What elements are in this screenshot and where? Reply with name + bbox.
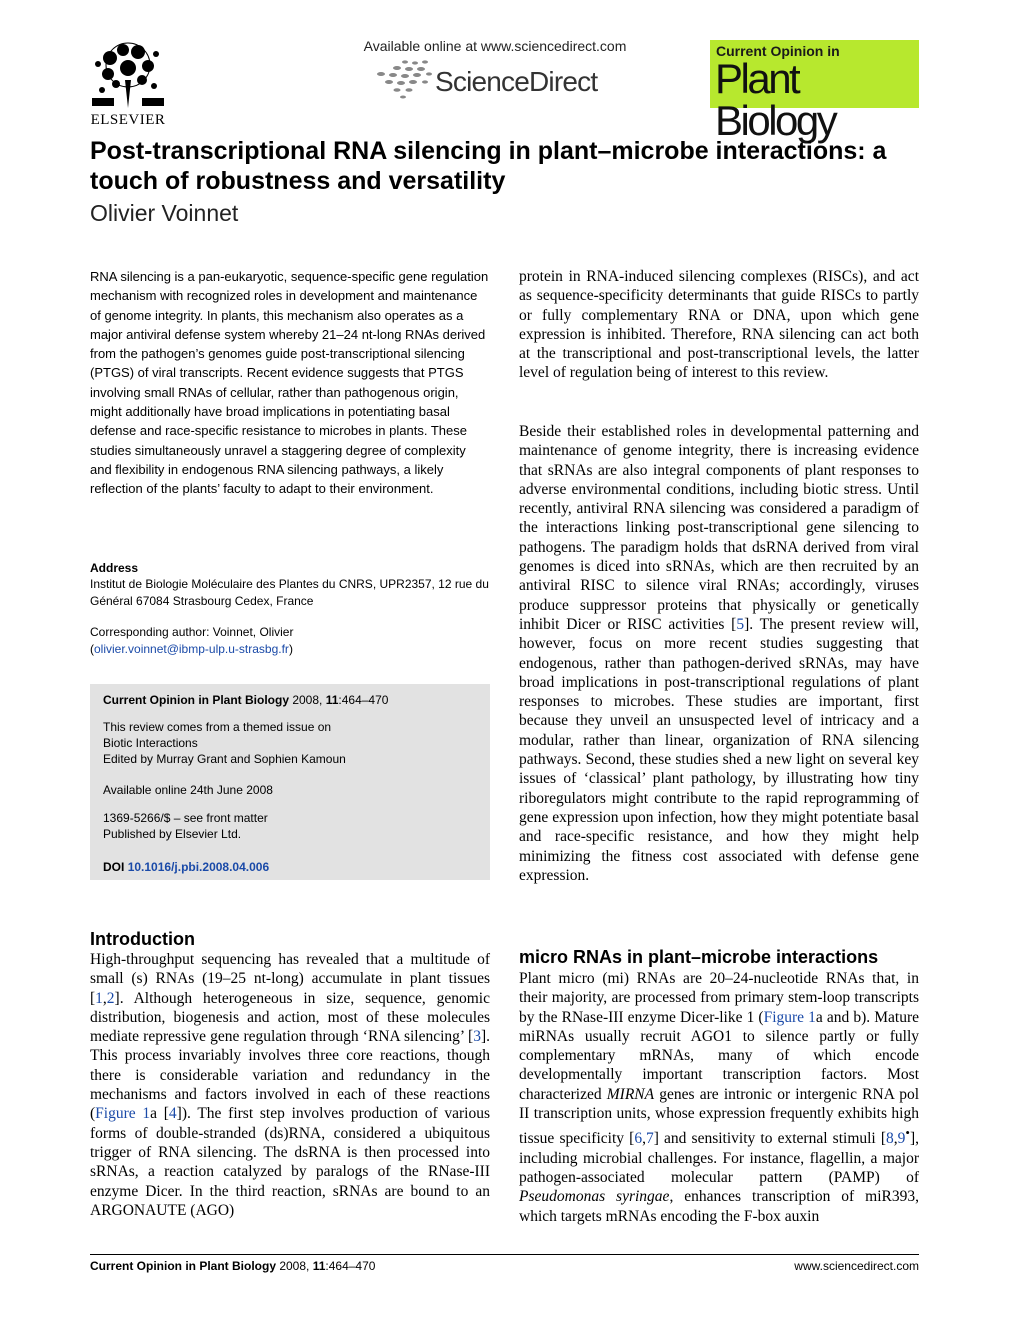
footer-volume: 11	[312, 1259, 326, 1273]
footer-year: 2008,	[276, 1259, 313, 1273]
introduction-heading: Introduction	[90, 929, 195, 949]
info-journal-name: Current Opinion in Plant Biology	[103, 693, 289, 707]
address-heading: Address	[90, 561, 139, 575]
journal-logo-line1: Current Opinion in	[716, 43, 840, 59]
ref-link[interactable]: 9	[897, 1130, 906, 1148]
figure-link[interactable]: Figure 1	[95, 1105, 151, 1123]
article-author: Olivier Voinnet	[90, 200, 239, 226]
info-themed-line2: Biotic Interactions	[103, 735, 198, 750]
info-box	[90, 684, 490, 880]
ref-link[interactable]: 3	[473, 1028, 481, 1046]
elsevier-label: ELSEVIER	[90, 112, 166, 128]
info-year: 2008,	[289, 693, 326, 707]
body-paragraph-2: Beside their established roles in developmental patterning and maintenance of genome integrity, there is increasing evidence that sRNAs are also integral components of plant responses to adverse environmental conditions, including biotic stress. Until recently, antiviral RNA silencing was considered a paradigm of the interactions linking post-transcriptional gene silencing to pathogens. The paradigm holds that dsRNA derived from viral genomes is diced into sRNAs, which are then recruited by an antiviral RISC to silence viral RNAs; accordingly, viruses produce suppressor proteins that physically or genetically inhibit Dicer or RISC activities [5]. The present review will, however, focus on more recent studies suggesting that endogenous, rather than pathogen-derived sRNAs, may have broad implications in post-transcriptional regulations of plant responses to microbes. These studies are important, first because they unveil an unsuspected level of intricacy and a modular, rather than linear, organization of RNA silencing pathways. Second, these studies shed a new light on several key issues of ‘classical’ plant pathology, by illustrating how tiny riboregulators might contribute to the rapid reprogramming of gene expression upon infection, how they might potentiate basal and race-specific resistance, and how they might help minimizing the fitness cost associated with defense gene expression.	[519, 423, 919, 884]
footer-url[interactable]: www.sciencedirect.com	[794, 1259, 919, 1273]
info-available-online: Available online 24th June 2008	[103, 783, 273, 797]
article-title: Post-transcriptional RNA silencing in plant–microbe interactions: a touch of robustness and versatility	[90, 137, 887, 195]
mirna-section-text: Plant micro (mi) RNAs are 20–24-nucleotide RNAs that, in their majority, are processed from primary stem-loop transcripts by the RNase-III enzyme Dicer-like 1 (Figure 1a and b). Mature miRNAs usually recruit AGO1 to silence partly or fully complementary mRNAs, many of which encode developmentally important transcription factors. Most characterized MIRNA genes are intronic or intergenic RNA pol II transcription units, whose expression frequently exhibits high tissue specificity [6,7] and sensitivity to external stimuli [8,9•], including microbial challenges. For instance, flagellin, a major pathogen-associated molecular pattern (PAMP) of Pseudomonas syringae, enhances transcription of miR393, which targets mRNAs encoding the F-box auxin	[519, 970, 920, 1225]
doi-link[interactable]: 10.1016/j.pbi.2008.04.006	[127, 860, 270, 874]
ref-link[interactable]: 2	[106, 989, 115, 1007]
species-name: Pseudomonas syringae	[519, 1188, 670, 1206]
footer-journal: Current Opinion in Plant Biology	[90, 1259, 276, 1273]
elsevier-logo	[88, 40, 168, 128]
info-publisher: Published by Elsevier Ltd.	[103, 826, 242, 841]
info-volume: 11	[325, 693, 339, 707]
body-paragraph-1: protein in RNA-induced silencing complexes (RISCs), and act as sequence-specificity determinants that guide RISCs to partly or fully complementary RNA or DNA, upon which gene expression is inhibited. Therefore, RNA silencing can act both at the transcriptional and post-transcriptional levels, the latter level of regulation being of interest to this review.	[519, 268, 919, 382]
footer-divider	[90, 1254, 919, 1255]
footer-citation	[90, 1259, 375, 1273]
sciencedirect-dots-icon	[375, 58, 437, 100]
ref-link[interactable]: 4	[168, 1105, 177, 1123]
address-text: Institut de Biologie Moléculaire des Plantes du CNRS, UPR2357, 12 rue du Général 67084 Strasbourg Cedex, France	[90, 577, 489, 608]
info-pages: :464–470	[338, 693, 389, 707]
journal-logo	[710, 40, 919, 144]
corresponding-label: Corresponding author: Voinnet, Olivier	[90, 625, 294, 639]
info-themed-issue	[103, 720, 346, 767]
ref-link[interactable]: 6	[634, 1130, 643, 1148]
info-themed-line3: Edited by Murray Grant and Sophien Kamoun	[103, 751, 346, 766]
info-journal-citation	[103, 693, 388, 709]
elsevier-tree-icon	[88, 40, 168, 110]
gene-name: MIRNA	[606, 1085, 655, 1103]
mirna-section-heading: micro RNAs in plant–microbe interactions	[519, 947, 879, 967]
ref-link[interactable]: 5	[736, 615, 745, 633]
corresponding-author: Corresponding author: Voinnet, Olivier (olivier.voinnet@ibmp-ulp.u-strasbg.fr)	[90, 625, 294, 656]
info-issn-line: 1369-5266/$ – see front matter	[103, 811, 268, 825]
sciencedirect-logo	[375, 58, 615, 100]
journal-logo-line2: Plant Biology	[715, 55, 836, 144]
footer-pages: :464–470	[325, 1259, 376, 1273]
ref-link[interactable]: 8	[886, 1130, 894, 1148]
figure-link[interactable]: Figure 1	[763, 1008, 816, 1026]
abstract: RNA silencing is a pan-eukaryotic, sequence-specific gene regulation mechanism with recognized roles in development and maintenance of genome integrity. In plants, this mechanism also operates as a major antiviral defense system whereby 21–24 nt-long RNAs derived from the pathogen’s genomes guide post-transcriptional silencing (PTGS) of viral transcripts. Recent evidence suggests that PTGS involving small RNAs of cellular, rather than pathogenous origin, might additionally have broad implications in potentiating basal defense and race-specific resistance to microbes in plants. These studies simultaneously unravel a staggering degree of complexity and flexibility in endogenous RNA silencing pathways, a likely reflection of the plants’ faculty to adapt to their environment.	[90, 269, 489, 497]
info-themed-line1: This review comes from a themed issue on	[103, 720, 332, 734]
introduction-text: High-throughput sequencing has revealed that a multitude of small (s) RNAs (19–25 nt-long) accumulate in plant tissues [1,2]. Although heterogeneous in size, sequence, genomic distribution, biogenesis and action, most of these molecules mediate repressive gene regulation through ‘RNA silencing’ [3]. This process invariably involves three core reactions, though there is considerable variation and redundancy in the mechanisms and factors involved in each of these reactions (Figure 1a [4]). The first step involves production of various forms of double-stranded (ds)RNA, considered a ubiquitous trigger of RNA silencing. The dsRNA is then processed into sRNAs, a reaction catalyzed by paralogs of the RNase-III enzyme Dicer. In the third reaction, sRNAs are bound to an ARGONAUTE (AGO)	[90, 951, 491, 1219]
sciencedirect-label: ScienceDirect	[435, 66, 598, 97]
ref-star: •	[905, 1125, 910, 1141]
ref-link[interactable]: 7	[645, 1130, 654, 1148]
doi-label: DOI	[103, 860, 125, 874]
available-online-text: Available online at www.sciencedirect.com	[363, 38, 627, 54]
info-issn	[103, 811, 268, 843]
author-email-link[interactable]: olivier.voinnet@ibmp-ulp.u-strasbg.fr	[94, 641, 289, 656]
ref-link[interactable]: 1	[95, 989, 103, 1007]
info-doi	[103, 860, 269, 876]
